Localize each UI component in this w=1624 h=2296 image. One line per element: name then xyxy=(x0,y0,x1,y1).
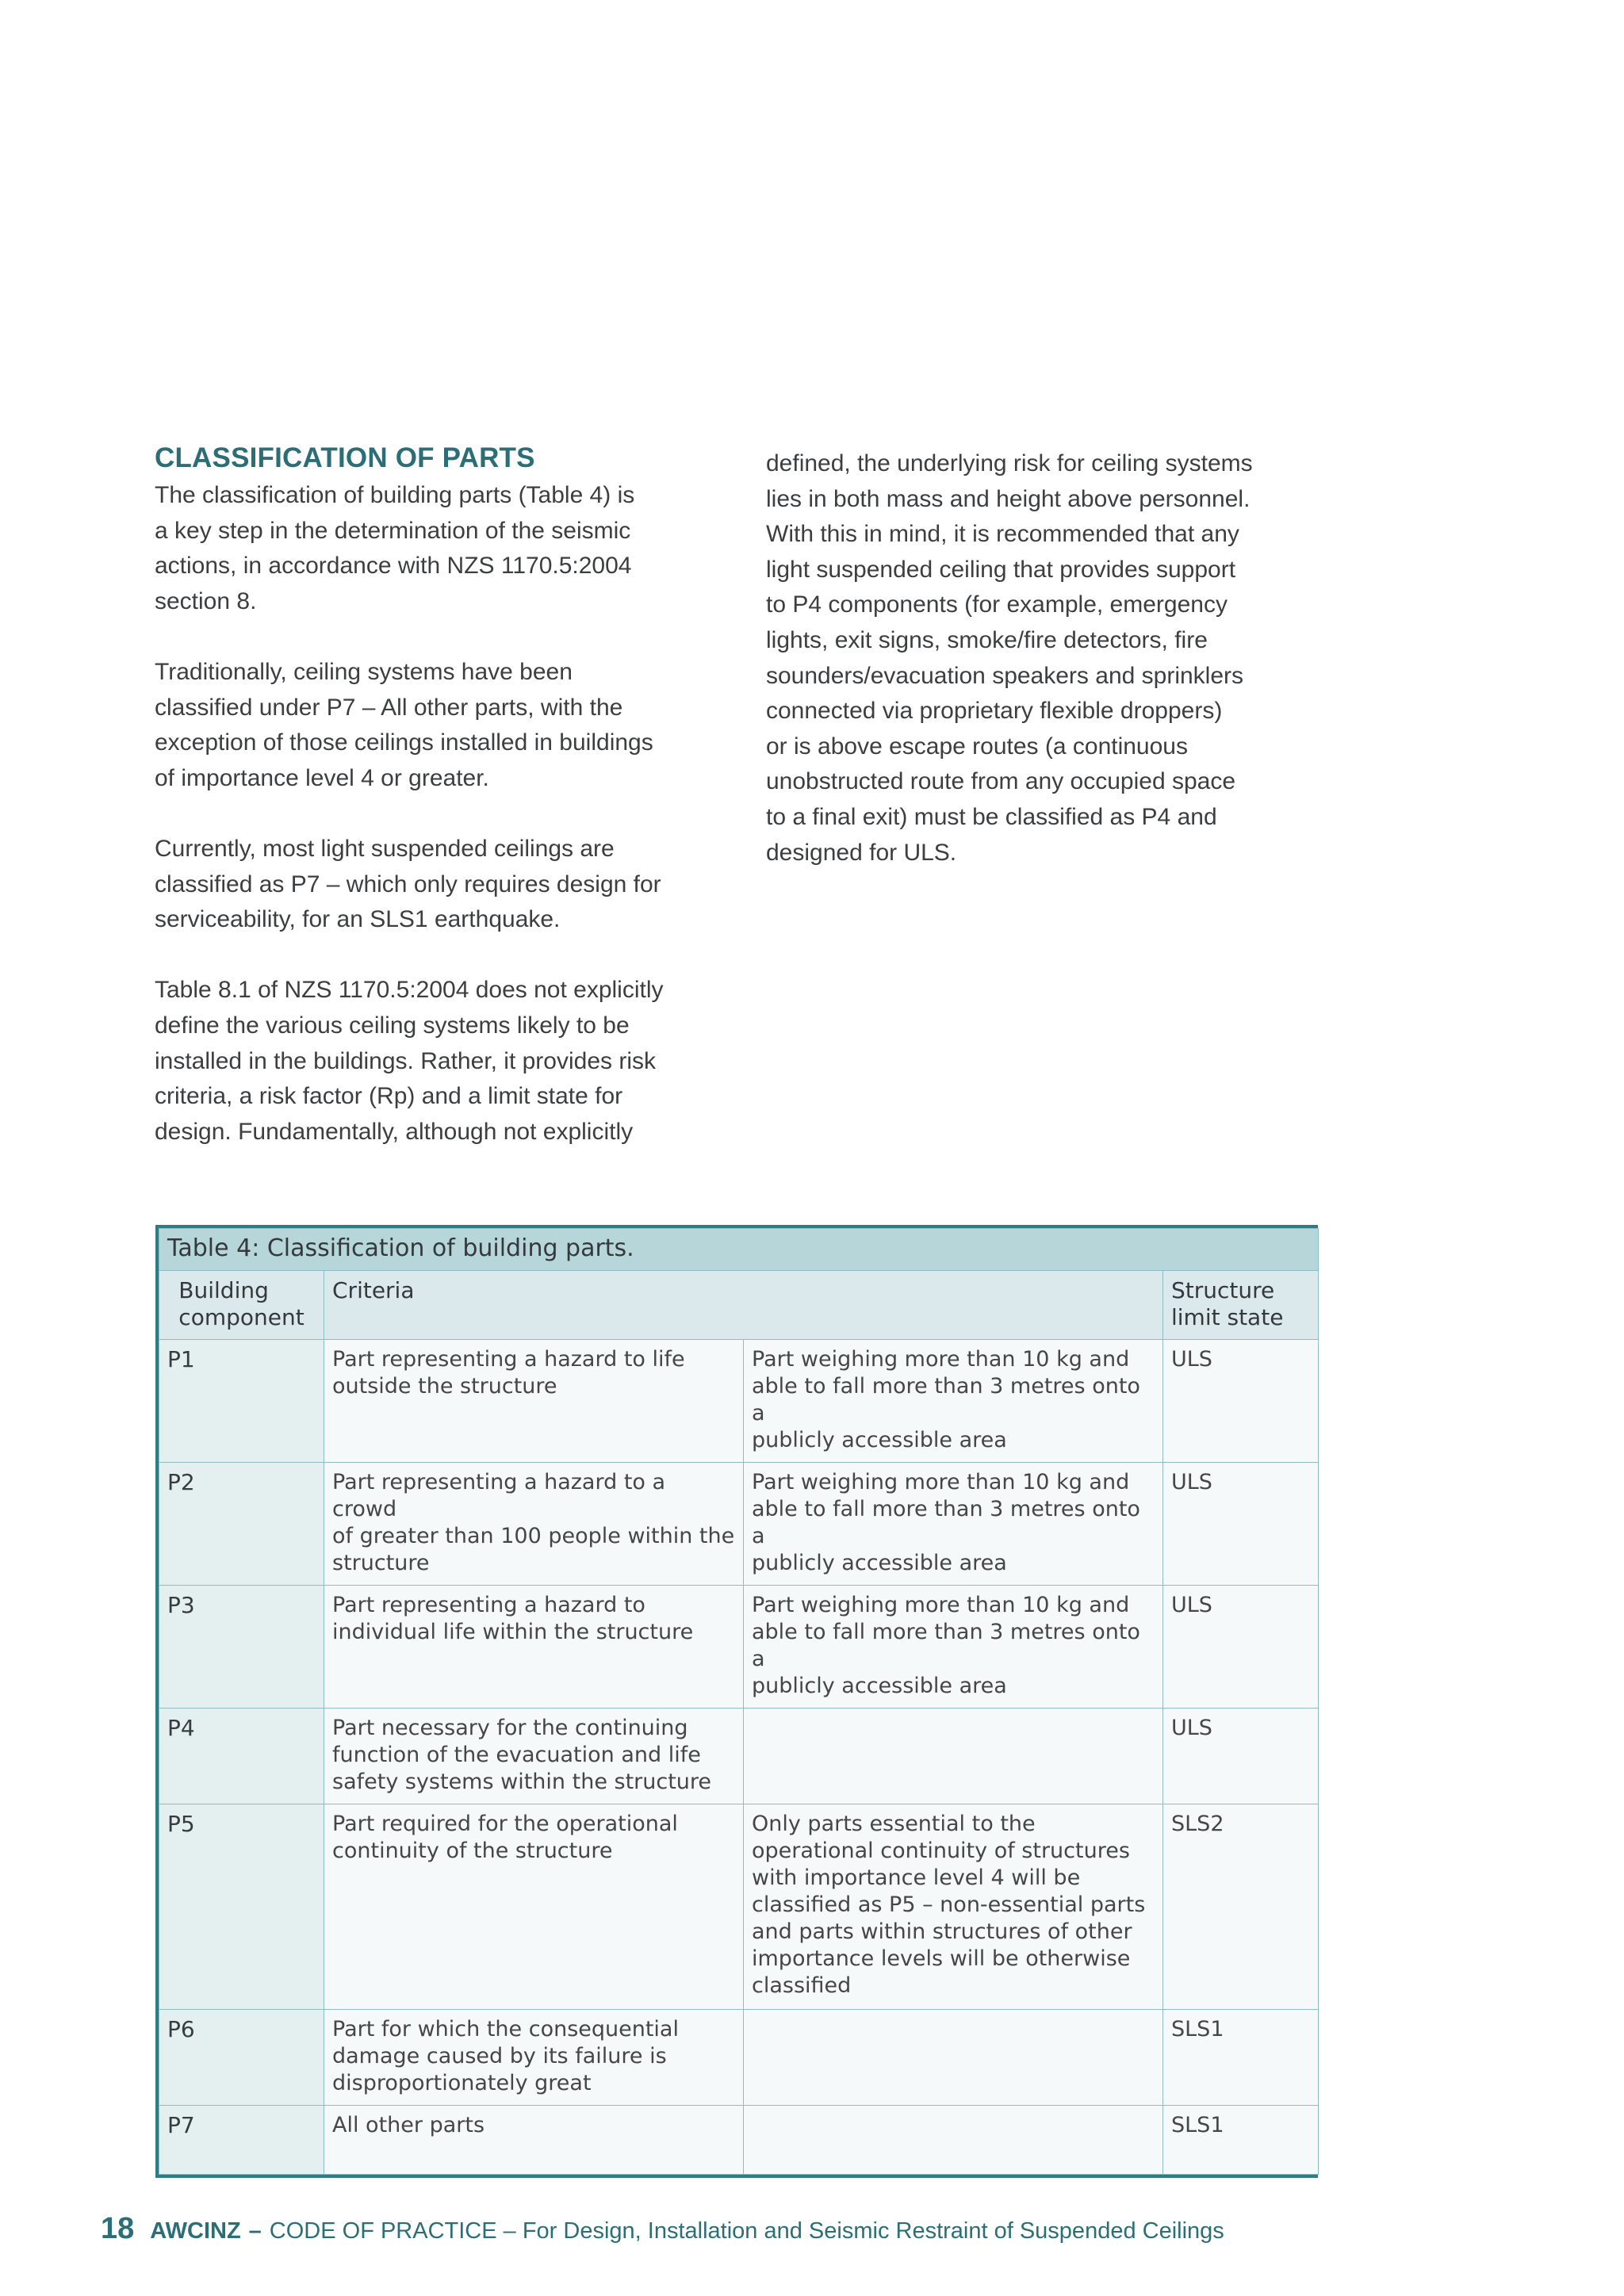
paragraph-current: Currently, most light suspended ceilings are classified as P7 – which only requires design for serviceability, for an SLS1 earthquake. xyxy=(155,835,661,933)
table-row xyxy=(159,2010,1319,2106)
limit-state-cell: ULS xyxy=(1163,1586,1319,1709)
criteria-cell: Part representing a hazard to life outside the structure xyxy=(324,1340,744,1463)
footer-title: CODE OF PRACTICE – For Design, Installation and Seismic Restraint of Suspended Ceilings xyxy=(269,2218,1224,2244)
criteria-cell: Part required for the operational continuity of the structure xyxy=(324,1804,744,2010)
paragraph-recommendation: defined, the underlying risk for ceiling systems lies in both mass and height above personnel. With this in mind, it is recommended that any light suspended ceiling that provides support to P4 components (for example, emergency lights, exit signs, smoke/fire detectors, fire sounders/evacuation speakers and sprinklers connected via proprietary flexible droppers) or is above escape routes (a continuous unobstructed route from any occupied space to a final exit) must be classified as P4 and designed for ULS. xyxy=(766,450,1253,866)
header-limit-state: Structure limit state xyxy=(1163,1271,1319,1340)
criteria-cell: Part necessary for the continuing function of the evacuation and life safety systems within the structure xyxy=(324,1709,744,1804)
criteria-cell: Part representing a hazard to individual life within the structure xyxy=(324,1586,744,1709)
criteria-cell: Part representing a hazard to a crowd of greater than 100 people within the structure xyxy=(324,1463,744,1586)
part-id: P7 xyxy=(159,2106,324,2175)
part-id: P3 xyxy=(159,1586,324,1709)
page-number: 18 xyxy=(101,2212,135,2245)
footer-brand: AWCINZ xyxy=(150,2218,241,2244)
part-id: P5 xyxy=(159,1804,324,2010)
part-id: P1 xyxy=(159,1340,324,1463)
classification-table xyxy=(155,1225,1318,2178)
table-header-row xyxy=(159,1271,1319,1340)
parts-table xyxy=(159,1228,1319,2175)
part-id: P6 xyxy=(159,2010,324,2106)
header-building-component-label: Building component xyxy=(178,1277,304,1330)
table-row xyxy=(159,1463,1319,1586)
section-heading: CLASSIFICATION OF PARTS xyxy=(155,442,535,473)
condition-cell: Only parts essential to the operational continuity of structures with importance level 4 will be classified as P5 – non-essential parts and parts within structures of other importance levels will be otherwise classified xyxy=(744,1804,1163,2010)
table-row xyxy=(159,1804,1319,2010)
condition-cell xyxy=(744,1709,1163,1804)
part-id: P4 xyxy=(159,1709,324,1804)
criteria-cell: Part for which the consequential damage caused by its failure is disproportionately great xyxy=(324,2010,744,2106)
condition-cell: Part weighing more than 10 kg and able to fall more than 3 metres onto a publicly accessible area xyxy=(744,1340,1163,1463)
header-criteria: Criteria xyxy=(324,1271,1163,1340)
criteria-cell: All other parts xyxy=(324,2106,744,2175)
left-column xyxy=(155,440,702,1150)
right-column xyxy=(766,446,1313,871)
table-row xyxy=(159,1709,1319,1804)
table-row xyxy=(159,1340,1319,1463)
limit-state-cell: SLS1 xyxy=(1163,2106,1319,2175)
limit-state-cell: SLS1 xyxy=(1163,2010,1319,2106)
condition-cell: Part weighing more than 10 kg and able to fall more than 3 metres onto a publicly accessible area xyxy=(744,1586,1163,1709)
paragraph-table-8-1: Table 8.1 of NZS 1170.5:2004 does not explicitly define the various ceiling systems likely to be installed in the buildings. Rather, it provides risk criteria, a risk factor (Rp) and a limit state for design. Fundamentally, although not explicitly xyxy=(155,977,664,1145)
limit-state-cell: ULS xyxy=(1163,1463,1319,1586)
limit-state-cell: SLS2 xyxy=(1163,1804,1319,2010)
paragraph-traditional: Traditionally, ceiling systems have been classified under P7 – All other parts, with the exception of those ceilings installed in buildings of importance level 4 or greater. xyxy=(155,658,653,791)
limit-state-cell: ULS xyxy=(1163,1340,1319,1463)
condition-cell xyxy=(744,2010,1163,2106)
condition-cell xyxy=(744,2106,1163,2175)
paragraph-intro: The classification of building parts (Table 4) is a key step in the determination of the seismic actions, in accordance with NZS 1170.5:2004 section 8. xyxy=(155,482,635,614)
condition-cell: Part weighing more than 10 kg and able to fall more than 3 metres onto a publicly accessible area xyxy=(744,1463,1163,1586)
part-id: P2 xyxy=(159,1463,324,1586)
table-row xyxy=(159,2106,1319,2175)
footer-dash: – xyxy=(248,2218,262,2244)
table-caption: Table 4: Classification of building parts. xyxy=(159,1229,1319,1271)
header-building-component xyxy=(159,1271,324,1340)
table-caption-row xyxy=(159,1229,1319,1271)
limit-state-cell: ULS xyxy=(1163,1709,1319,1804)
page-footer xyxy=(101,2212,1224,2246)
table-row xyxy=(159,1586,1319,1709)
